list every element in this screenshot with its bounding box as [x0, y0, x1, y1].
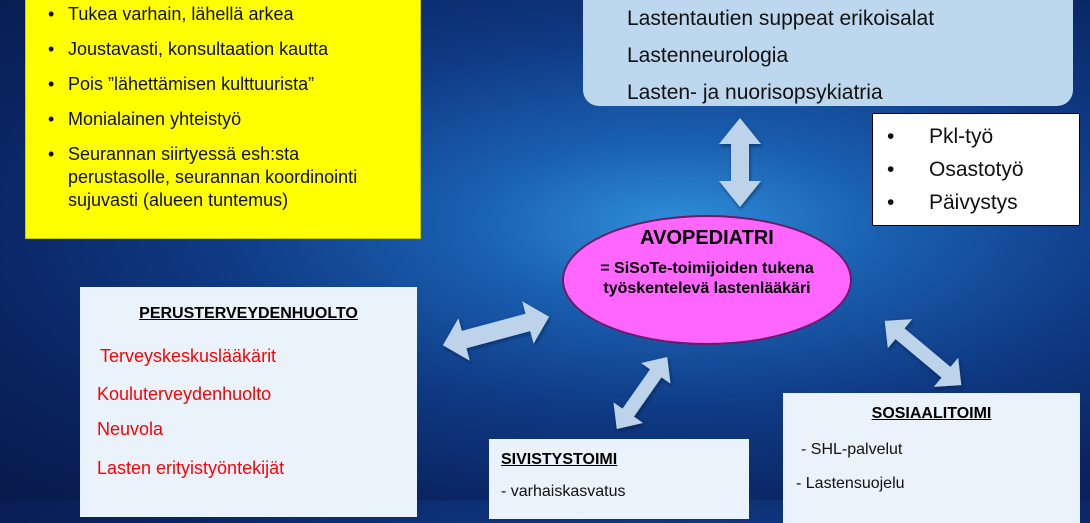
education-item: - varhaiskasvatus	[501, 483, 626, 500]
goal-item: • Pois ”lähettämisen kulttuurista”	[40, 73, 406, 96]
center-title: AVOPEDIATRI	[640, 227, 774, 249]
work-type-item: • Päivystys	[885, 186, 1079, 219]
primary-care-item: Kouluterveydenhuolto	[97, 384, 272, 404]
education-box	[489, 439, 749, 519]
social-heading: SOSIAALITOIMI	[871, 405, 992, 422]
social-item: - SHL-palvelut	[801, 441, 903, 458]
specialty-item: Lastentautien suppeat erikoisalat	[627, 7, 935, 30]
arrow-center-education	[602, 347, 682, 440]
arrow-center-social	[872, 306, 973, 399]
primary-care-box	[80, 287, 417, 517]
specialty-item: Lastenneurologia	[627, 44, 789, 67]
goal-item: • Seurannan siirtyessä esh:sta perustasolle, seurannan koordinointi sujuvasti (alueen tuntemus)	[40, 143, 406, 212]
social-item: - Lastensuojelu	[796, 475, 905, 492]
primary-care-item: Lasten erityistyöntekijät	[97, 458, 285, 478]
center-subtitle: = SiSoTe-toimijoiden tukena työskentelevä lastenlääkäri	[600, 260, 814, 297]
goal-item: • Monialainen yhteistyö	[40, 108, 406, 131]
goal-item: • Joustavasti, konsultaation kautta	[40, 38, 406, 61]
avopediatri-ellipse	[562, 215, 852, 345]
primary-care-item: Neuvola	[97, 419, 164, 439]
specialty-item: Lasten- ja nuorisopsykiatria	[627, 81, 883, 104]
work-type-item: • Pkl-työ	[885, 120, 1079, 153]
primary-care-item: Terveyskeskuslääkärit	[100, 346, 277, 366]
arrow-center-primary	[437, 296, 555, 367]
arrow-specialties-center	[719, 118, 761, 207]
social-box	[783, 393, 1080, 523]
primary-care-heading: PERUSTERVEYDENHUOLTO	[139, 305, 358, 322]
education-heading: SIVISTYSTOIMI	[501, 451, 618, 468]
goal-item: • Tukea varhain, lähellä arkea	[40, 3, 406, 26]
work-type-item: • Osastotyö	[885, 153, 1079, 186]
